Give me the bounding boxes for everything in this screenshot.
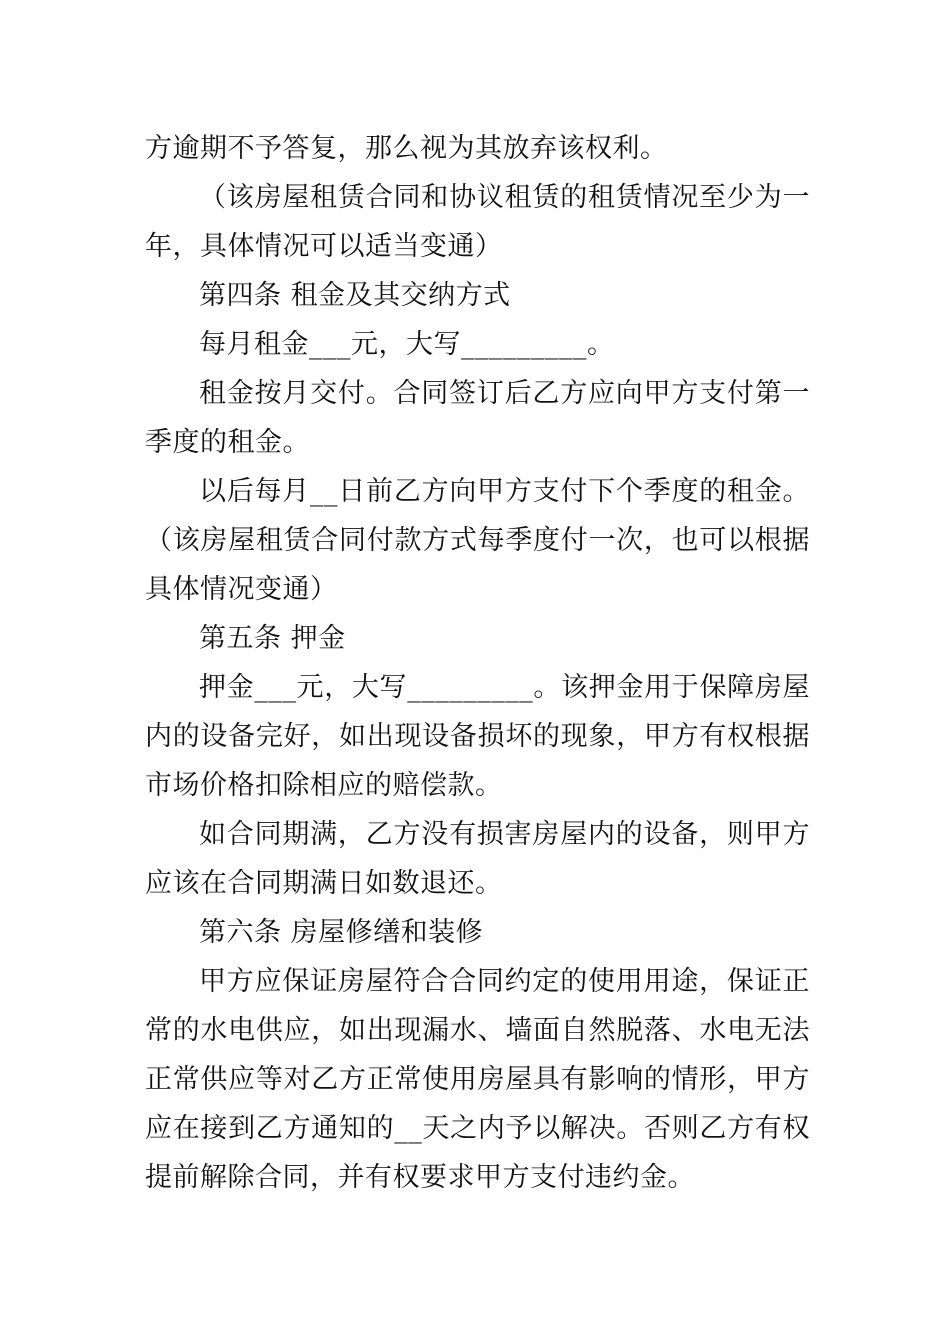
paragraph-rent-payment: 租金按月交付。合同签订后乙方应向甲方支付第一季度的租金。 (145, 378, 810, 458)
paragraph-lease-term-note: （该房屋租赁合同和协议租赁的租赁情况至少为一年，具体情况可以适当变通） (145, 182, 810, 262)
document-body (145, 124, 810, 1202)
article-6-heading: 第六条 房屋修缮和装修 (199, 917, 484, 948)
paragraph-deposit-refund: 如合同期满，乙方没有损害房屋内的设备，则甲方应该在合同期满日如数退还。 (145, 819, 810, 899)
paragraph-continuation: 方逾期不予答复，那么视为其放弃该权利。 (145, 133, 668, 164)
paragraph-rent-schedule: 以后每月__日前乙方向甲方支付下个季度的租金。（该房屋租赁合同付款方式每季度付一次，也可以根据具体情况变通） (145, 476, 810, 605)
paragraph-monthly-rent: 每月租金___元，大写_________。 (199, 329, 615, 360)
paragraph-repairs: 甲方应保证房屋符合合同约定的使用用途，保证正常的水电供应，如出现漏水、墙面自然脱落、水电无法正常供应等对乙方正常使用房屋具有影响的情形，甲方应在接到乙方通知的__天之内予以解决。否则乙方有权提前解除合同，并有权要求甲方支付违约金。 (145, 966, 810, 1193)
paragraph-deposit: 押金___元，大写_________。该押金用于保障房屋内的设备完好，如出现设备损坏的现象，甲方有权根据市场价格扣除相应的赔偿款。 (145, 672, 810, 801)
article-4-heading: 第四条 租金及其交纳方式 (199, 280, 511, 311)
article-5-heading: 第五条 押金 (199, 623, 346, 654)
